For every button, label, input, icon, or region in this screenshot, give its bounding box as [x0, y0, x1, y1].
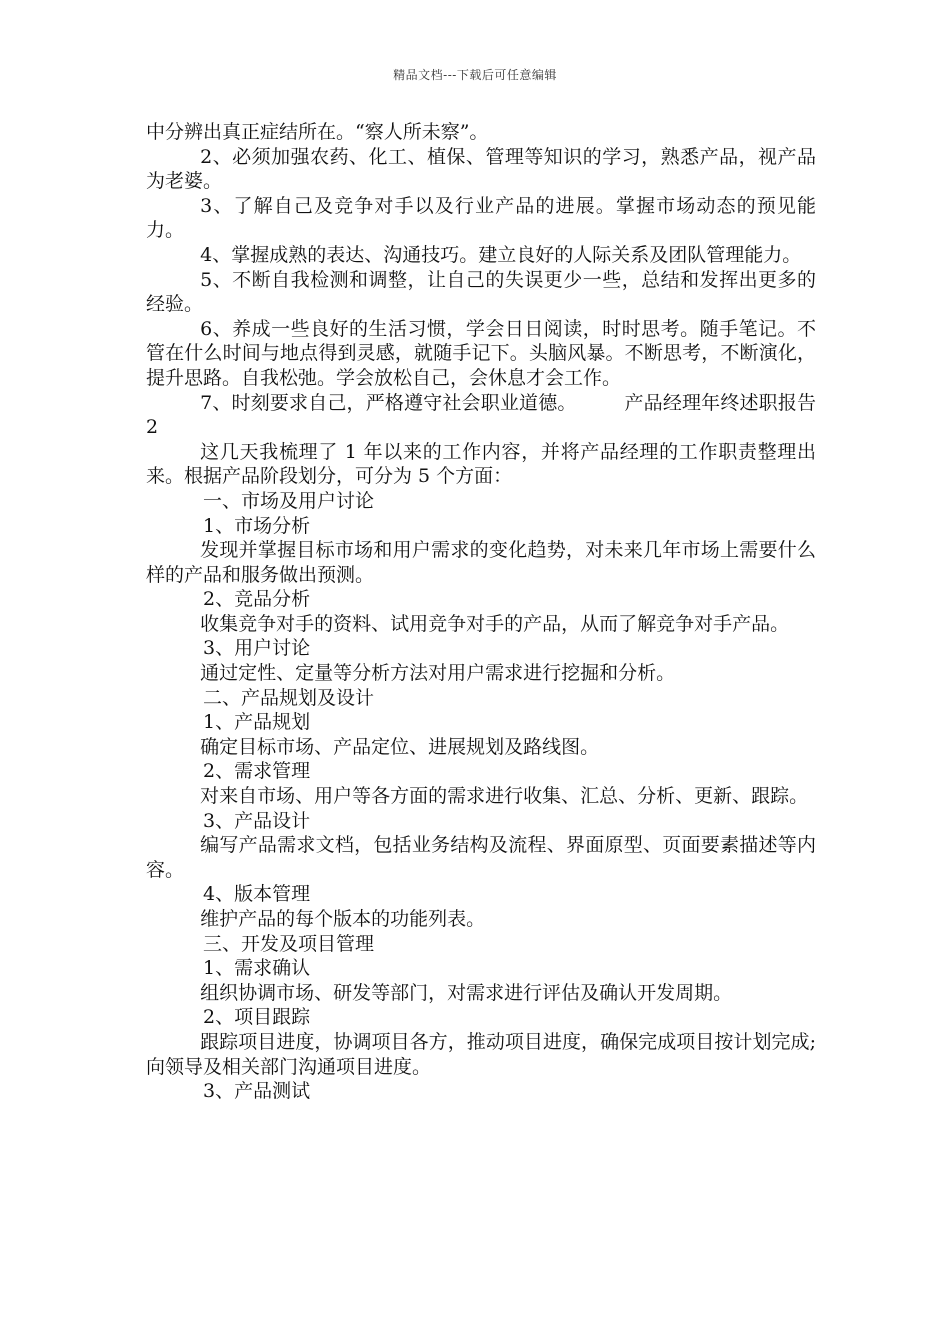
subsection-heading: 2、竞品分析 — [203, 588, 311, 611]
paragraph: 4、掌握成熟的表达、沟通技巧。建立良好的人际关系及团队管理能力。 — [200, 243, 802, 266]
paragraph: 5、不断自我检测和调整，让自己的失误更少一些，总结和发挥出更多的经验。 — [146, 268, 816, 316]
paragraph: 这几天我梳理了 1 年以来的工作内容，并将产品经理的工作职责整理出来。根据产品阶段划分，可分为 5 个方面： — [146, 440, 816, 488]
section-heading: 一、市场及用户讨论 — [203, 489, 375, 512]
paragraph: 编写产品需求文档，包括业务结构及流程、界面原型、页面要素描述等内容。 — [146, 834, 816, 881]
paragraph: 通过定性、定量等分析方法对用户需求进行挖掘和分析。 — [200, 662, 676, 685]
paragraph: 收集竞争对手的资料、试用竞争对手的产品，从而了解竞争对手产品。 — [200, 612, 790, 635]
paragraph: 7、时刻要求自己，严格遵守社会职业道德。 产品经理年终述职报告 2 — [146, 391, 816, 439]
paragraph: 6、养成一些良好的生活习惯，学会日日阅读，时时思考。随手笔记。不管在什么时间与地点得到灵感，就随手记下。头脑风暴。不断思考，不断演化，提升思路。自我松弛。学会放松自己，会休息才会工作。 — [146, 317, 816, 389]
subsection-heading: 1、产品规划 — [203, 711, 311, 734]
document-body — [146, 120, 816, 1104]
paragraph: 确定目标市场、产品定位、进展规划及路线图。 — [200, 735, 600, 758]
paragraph: 维护产品的每个版本的功能列表。 — [200, 908, 486, 930]
subsection-heading: 1、市场分析 — [203, 514, 311, 537]
subsection-heading: 3、产品测试 — [203, 1080, 311, 1103]
subsection-heading: 3、产品设计 — [203, 809, 311, 832]
paragraph: 发现并掌握目标市场和用户需求的变化趋势，对未来几年市场上需要什么样的产品和服务做出预测。 — [146, 539, 816, 586]
subsection-heading: 1、需求确认 — [203, 957, 311, 980]
paragraph: 跟踪项目进度，协调项目各方，推动项目进度，确保完成项目按计划完成;向领导及相关部门沟通项目进度。 — [146, 1030, 816, 1078]
subsection-heading: 4、版本管理 — [203, 883, 311, 906]
paragraph: 2、必须加强农药、化工、植保、管理等知识的学习，熟悉产品，视产品为老婆。 — [146, 145, 816, 193]
paragraph: 中分辨出真正症结所在。“察人所未察”。 — [146, 121, 489, 143]
page-header: 精品文档---下载后可任意编辑 — [393, 68, 557, 82]
section-heading: 三、开发及项目管理 — [203, 932, 375, 955]
paragraph: 组织协调市场、研发等部门，对需求进行评估及确认开发周期。 — [200, 981, 733, 1004]
subsection-heading: 2、需求管理 — [203, 760, 311, 783]
subsection-heading: 3、用户讨论 — [203, 637, 311, 660]
subsection-heading: 2、项目跟踪 — [203, 1006, 311, 1029]
paragraph: 对来自市场、用户等各方面的需求进行收集、汇总、分析、更新、跟踪。 — [200, 785, 809, 808]
section-heading: 二、产品规划及设计 — [203, 686, 375, 709]
paragraph: 3、了解自己及竞争对手以及行业产品的进展。掌握市场动态的预见能力。 — [146, 194, 816, 242]
